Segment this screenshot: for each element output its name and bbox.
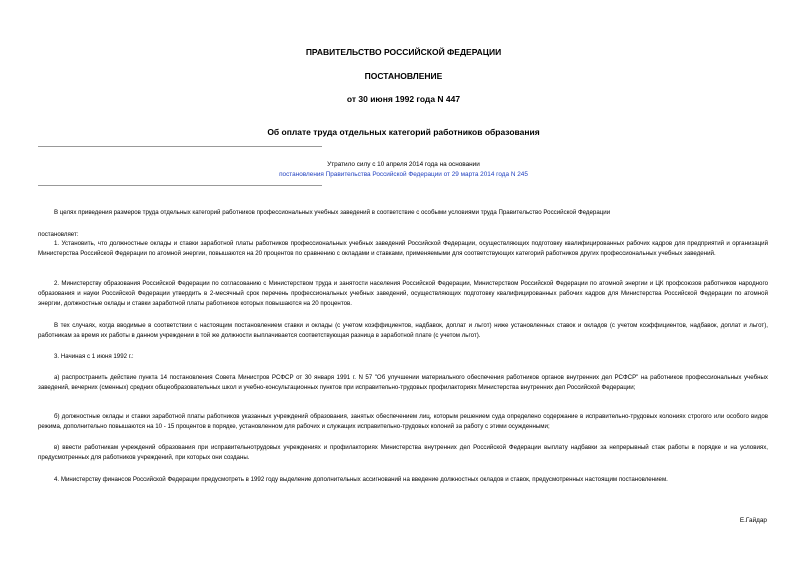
decrees-label: постановляет:: [38, 231, 79, 238]
clause-2-supplement-paragraph: В тех случаях, когда вводимые в соответствии с настоящим постановлением ставки и оклады (с учетом коэффициентов, надбавок, доплат и льгот) ниже установленных ставок и окладов (с учетом коэффициентов, надбавок, доплат и льгот), работникам за время их работы в данном учреждении в той же должности выплачивается соответствующая разница в заработной плате (с учетом льгот).: [38, 322, 768, 339]
clause-2-paragraph: 2. Министерству образования Российской Федерации по согласованию с Министерством труда и занятости населения Российской Федерации, Министерством Российской Федерации по атомной энергии и ЦК профсоюзов работников народного образования и науки Российской Федерации утвердить в 2-месячный срок перечень профессиональных учебных заведений, осуществляющих подготовку квалифицированных рабочих кадров для Министерства Российской Федерации по атомной энергии, должностные оклады и ставки заработной платы работников которых повышаются на 20 процентов.: [38, 280, 768, 307]
clause-3b-paragraph: б) должностные оклады и ставки заработной платы работников указанных учреждений образования, занятых обеспечением лиц, которым решением суда определено содержание в исправительно-трудовых колониях строгого или особого видов режима, дополнительно повышаются на 10 - 15 процентов в порядке, установленном для рабочих и служащих исправительно-трудовых колоний за работу с этими осужденными;: [38, 413, 768, 430]
document-type-heading: ПОСТАНОВЛЕНИЕ: [364, 71, 443, 81]
date-number-heading: от 30 июня 1992 года N 447: [346, 94, 461, 104]
clause-4-paragraph: 4. Министерству финансов Российской Федерации предусмотреть в 1992 году выделение дополнительных ассигнований на введение должностных окладов и ставок, предусмотренных настоящим постановлением.: [54, 476, 668, 483]
status-note-line: Утратило силу с 10 апреля 2014 года на основании: [327, 161, 480, 168]
government-heading: ПРАВИТЕЛЬСТВО РОССИЙСКОЙ ФЕДЕРАЦИИ: [305, 47, 502, 57]
signature: Е.Гайдар: [739, 517, 767, 524]
divider-bottom: [38, 185, 322, 186]
clause-3-paragraph: 3. Начиная с 1 июня 1992 г.:: [54, 353, 134, 360]
clause-3a-paragraph: а) распространить действие пункта 14 постановления Совета Министров РСФСР от 30 января 1991 г. N 57 "Об улучшении материального обеспечения работников органов внутренних дел РСФСР" на работников профессиональных учебных заведений, вечерних (сменных) средних общеобразовательных школ и учебно-консультационных пунктов при исправительно-трудовых профилакториях Министерства внутренних дел Российской Федерации;: [38, 374, 768, 391]
repeal-decree-link[interactable]: постановления Правительства Российской Федерации от 29 марта 2014 года N 245: [279, 171, 528, 178]
divider-top: [38, 146, 322, 147]
clause-3c-paragraph: в) ввести работникам учреждений образования при исправительнотрудовых учреждениях и профилакториях Министерства внутренних дел Российской Федерации выплату надбавки за непрерывный стаж работы в порядке и на условиях, предусмотренных для работников учреждений, при которых они созданы.: [38, 444, 768, 461]
preamble-paragraph: В целях приведения размеров труда отдельных категорий работников профессиональных учебных заведений в соответствие с особыми условиями труда Правительство Российской Федерации: [54, 209, 611, 216]
status-note-link-row: [0, 170, 807, 180]
clause-1-paragraph: 1. Установить, что должностные оклады и ставки заработной платы работников профессиональных учебных заведений Российской Федерации, осуществляющих подготовку квалифицированных рабочих кадров для предприятий и организаций Министерства Российской Федерации по атомной энергии, повышаются на 20 процентов по сравнению с окладами и ставками, применяемыми для соответствующих категорий работников других профессиональных учебных заведений.: [38, 240, 768, 257]
document-title: Об оплате труда отдельных категорий работников образования: [267, 127, 540, 137]
